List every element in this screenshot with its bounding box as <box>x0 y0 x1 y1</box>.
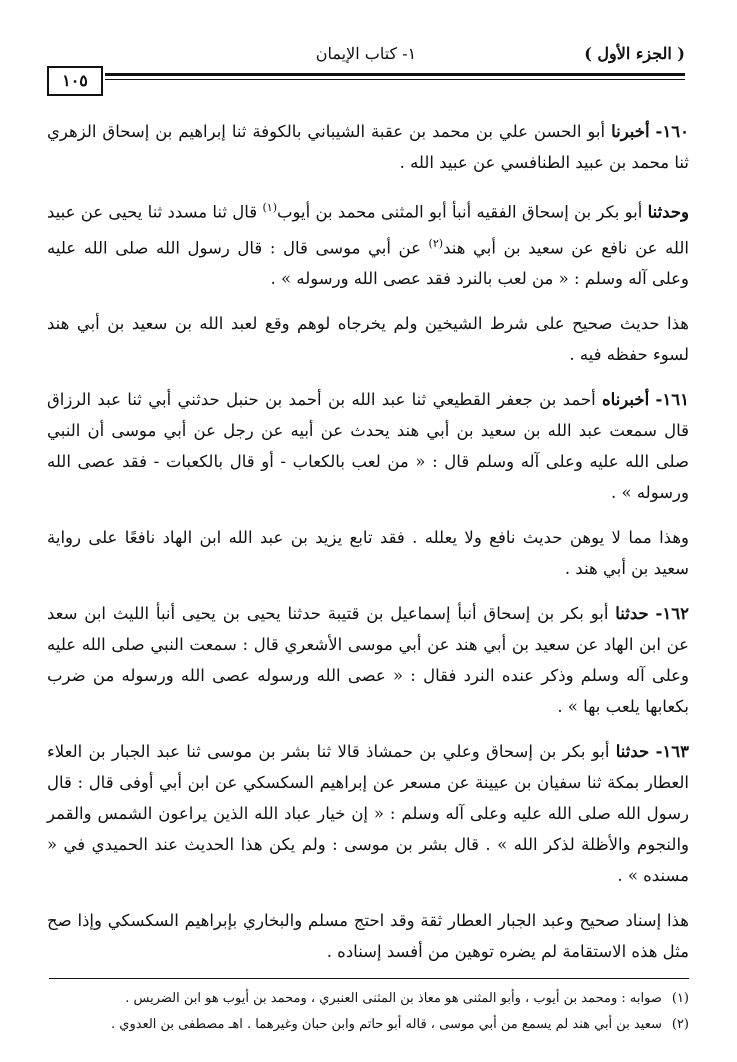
commentary-2 <box>47 522 689 584</box>
footnote-1 <box>47 986 689 1012</box>
page-number: ١٠٥ <box>47 66 103 96</box>
paragraph-text: أبو بكر بن إسحاق أنبأ إسماعيل بن قتيبة حدثنا يحيى بن يحيى أنبأ الليث ابن سعد عن ابن الهاد عن سعيد بن أبي هند عن أبي موسى الأشعري قال : سمعت النبي صلى الله عليه وعلى آله وسلم وذكر عنده النرد فقال : « عصى الله ورسوله عصى الله ورسوله من ضرب بكعابها يلعب بها » . <box>47 604 689 716</box>
paragraph-text: هذا حديث صحيح على شرط الشيخين ولم يخرجاه لوهم وقع لعبد الله بن سعيد بن أبي هند لسوء حفظه فيه . <box>47 314 689 364</box>
narration-keyword: حدثنا <box>615 742 650 761</box>
footnote-2 <box>47 1012 689 1038</box>
header-rule-thin <box>105 79 685 80</box>
footnote-ref-2[interactable]: (٢) <box>428 236 444 250</box>
hadith-number: ١٦١- <box>655 390 689 409</box>
footnote-divider <box>49 978 689 979</box>
main-text <box>47 116 689 975</box>
footnote-number: (٢) <box>671 1017 689 1032</box>
paragraph-text: أبو بكر بن إسحاق وعلي بن حمشاذ قالا ثنا بشر بن موسى ثنا عبد الجبار بن العلاء العطار بمكة ثنا سفيان بن عيينة عن مسعر عن إبراهيم السكسكي عن ابن أبي أوفى قال : قال رسول الله صلى الله عليه وعلى آله وسلم : « إن خيار عباد الله الذين يراعون الشمس والقمر والنجوم والأظلة لذكر الله » . قال بشر بن موسى : ولم يكن هذا الحديث عند الحميدي في « مسنده » . <box>47 742 689 885</box>
hadith-160 <box>47 116 689 178</box>
header-rule <box>105 73 685 76</box>
paragraph-text: وهذا مما لا يوهن حديث نافع ولا يعلله . فقد تابع يزيد بن عبد الله ابن الهاد نافعًا على رواية سعيد بن أبي هند . <box>47 528 689 578</box>
narration-keyword: أخبرناه <box>602 390 650 409</box>
volume-label: ( الجزء الأول ) <box>584 44 685 63</box>
commentary-1 <box>47 308 689 370</box>
hadith-number: ١٦٠- <box>655 122 689 141</box>
hadith-161 <box>47 384 689 508</box>
hadith-number: ١٦٣- <box>655 742 690 761</box>
footnote-text: صوابه : ومحمد بن أيوب ، وأبو المثنى هو معاذ بن المثنى العنبري ، ومحمد بن أيوب هو ابن الضريس . <box>125 991 662 1006</box>
paragraph-text: أبو الحسن علي بن محمد بن عقبة الشيباني بالكوفة ثنا إبراهيم بن إسحاق الزهري ثنا محمد بن عبيد الطنافسي عن عبيد الله . <box>47 122 689 172</box>
footnote-text: سعيد بن أبي هند لم يسمع من أبي موسى ، قاله أبو حاتم وابن حبان وغيرهما . اهـ مصطفى بن العدوي . <box>111 1017 662 1032</box>
paragraph-text: أبو بكر بن إسحاق الفقيه أنبأ أبو المثنى محمد بن أيوب <box>276 202 648 222</box>
paragraph-text: هذا إسناد صحيح وعبد الجبار العطار ثقة وقد احتج مسلم والبخاري بإبراهيم السكسكي وإذا صح مثل هذه الاستقامة لم يضره توهين من أفسد إسناده . <box>47 911 689 961</box>
narration-keyword: أخبرنا <box>611 122 650 141</box>
paragraph-text: أحمد بن جعفر القطيعي ثنا عبد الله بن أحمد بن حنبل حدثني أبي ثنا عبد الرزاق قال سمعت عبد الله بن سعيد بن أبي هند يحدث عن أبيه عن رجل عن أبي موسى أن النبي صلى الله عليه وعلى آله وسلم قال : « من لعب بالكعاب - أو قال بالكعبات - فقد عصى الله ورسوله » . <box>47 390 689 502</box>
chapter-title: ١- كتاب الإيمان <box>315 44 417 63</box>
footnotes <box>47 986 689 1038</box>
narration-keyword: وحدثنا <box>647 202 689 222</box>
hadith-163 <box>47 736 689 891</box>
paragraph-text-2: قال ثنا مسدد ثنا يحيى عن عبيد الله عن نافع عن سعيد بن أبي هند <box>47 202 689 257</box>
footnote-number: (١) <box>671 991 689 1006</box>
page-header <box>47 44 685 94</box>
narration-keyword: حدثنا <box>615 604 649 623</box>
footnote-ref-1[interactable]: (١) <box>262 201 277 214</box>
paragraph-text-3: عن أبي موسى قال : قال رسول الله صلى الله عليه وعلى آله وسلم : « من لعب بالنرد فقد عصى الله ورسوله » . <box>47 238 689 288</box>
hadith-160-chain-2 <box>47 192 689 294</box>
hadith-162 <box>47 598 689 722</box>
hadith-number: ١٦٢- <box>655 604 689 623</box>
commentary-3 <box>47 905 689 967</box>
